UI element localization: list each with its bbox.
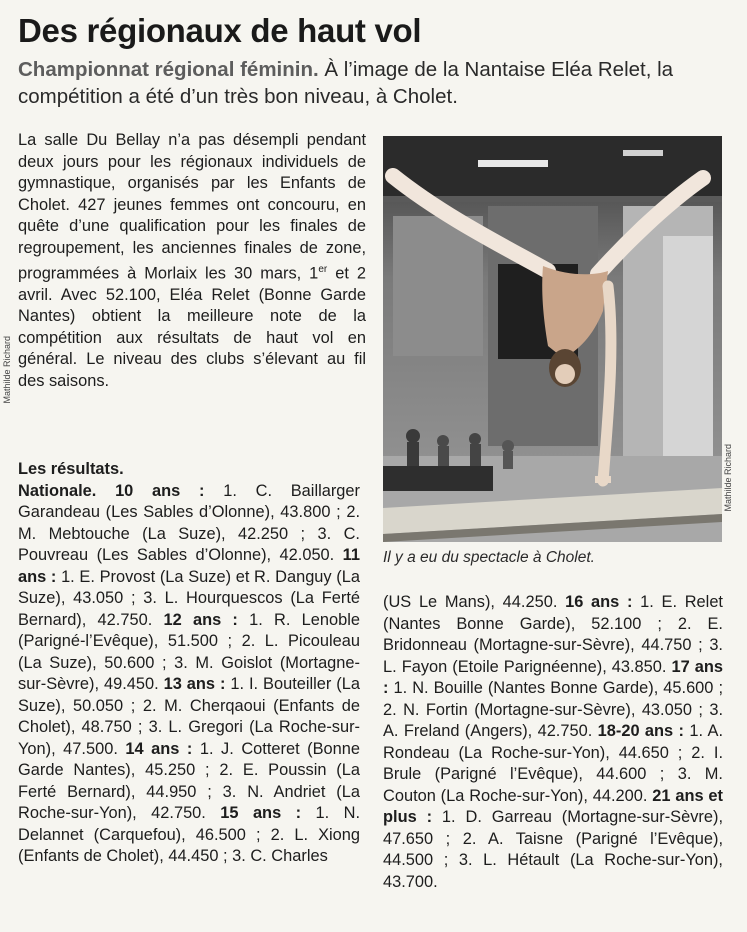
intro-text-a: La salle Du Bellay n’a pas désempli pendant deux jours pour les régionaux individuels de gymnastique, organisés par les Enfants de Cholet. 427 jeunes femmes ont concouru, en quête d’une qualification pour les finales de regroupement, les anciennes finales de zone, programmées à Morlaix les 30 mars, 1 [18, 131, 366, 283]
category-18-20: 18-20 ans : [597, 722, 685, 740]
category-21-plus: 21 ans et plus : [383, 786, 723, 826]
results-16: 1. E. Relet (Nantes Bonne Garde), 52.100 ; 2. E. Bridonneau (Mortagne-sur-Sèvre), 44.750 ; 3. L. Fayon (Etoile Parignéenne), 43.850. [383, 593, 723, 676]
category-11: 11 ans : [18, 546, 360, 586]
category-13: 13 ans : [163, 675, 226, 693]
category-15: 15 ans : [220, 804, 302, 822]
photo-credit-left: Mathilde Richard [2, 336, 12, 404]
headline: Des régionaux de haut vol [18, 12, 422, 49]
subheadline [18, 56, 738, 110]
results-column-2 [383, 592, 723, 893]
results-15: 1. N. Delannet (Carquefou), 46.500 ; 2. L. Xiong (Enfants de Cholet), 44.450 ; 3. C. Charles [18, 804, 360, 865]
photo-credit-right: Mathilde Richard [723, 444, 733, 512]
subhead-text: À l’image de la Nantaise Eléa Relet, la compétition a été d’un très bon niveau, à Cholet. [18, 58, 674, 108]
results-17: 1. N. Bouille (Nantes Bonne Garde), 45.600 ; 2. N. Fortin (Mortagne-sur-Sèvre), 43.050 ; 3. A. Freland (Angers), 42.750. [383, 679, 723, 740]
results-15-cont: (US Le Mans), 44.250. [383, 593, 566, 611]
kicker: Championnat régional féminin. [18, 58, 319, 81]
category-14: 14 ans : [125, 739, 193, 758]
intro-paragraph [18, 130, 366, 392]
results-18-20: 1. A. Rondeau (La Roche-sur-Yon), 44.650 ; 2. I. Brule (Parigné l’Evêque), 44.600 ; 3. M. Couton (La Roche-sur-Yon), 44.200. [383, 722, 724, 805]
results-10: 1. C. Baillarger Garandeau (Les Sables d’Olonne), 43.800 ; 2. M. Mebtouche (La Suze), 42.250 ; 3. C. Pouvreau (Les Sables d’Olonne), 42.050. [18, 481, 360, 564]
results-12: 1. R. Lenoble (Parigné-l’Evêque), 51.500 ; 2. L. Picouleau (La Suze), 50.600 ; 3. M. Goislot (Mortagne-sur-Sèvre), 49.450. [18, 610, 360, 693]
photo-caption: Il y a eu du spectacle à Cholet. [383, 549, 595, 566]
intro-superscript: er [318, 264, 328, 275]
results-title: Les résultats. [18, 460, 124, 478]
category-nationale-10: Nationale. 10 ans : [18, 481, 205, 500]
results-column-1 [18, 459, 360, 868]
category-16: 16 ans : [565, 593, 633, 611]
results-14: 1. J. Cotteret (Bonne Garde Nantes), 45.250 ; 2. E. Poussin (La Ferté Bernard), 44.950 ; 3. N. Andriet (La Roche-sur-Yon), 42.750. [18, 739, 360, 822]
category-17: 17 ans : [383, 657, 724, 697]
intro-text-b: et 2 avril. Avec 52.100, Eléa Relet (Bonne Garde Nantes) obtient la meilleure note de la compétition aux résultats de haut vol en général. Le niveau des clubs s’élevant au fil des saisons. [18, 264, 366, 390]
results-13: 1. I. Bouteiller (La Suze), 50.050 ; 2. M. Cherqaoui (Enfants de Cholet), 48.750 ; 3. L. Gregori (La Roche-sur-Yon), 47.500. [18, 675, 360, 758]
gymnast-photo [383, 136, 722, 542]
results-21-plus: 1. D. Garreau (Mortagne-sur-Sèvre), 47.650 ; 2. A. Taisne (Parigné l’Evêque), 44.500 ; 3. L. Hétault (La Roche-sur-Yon), 43.700. [383, 808, 723, 891]
category-12: 12 ans : [163, 610, 238, 629]
results-11: 1. E. Provost (La Suze) et R. Danguy (La Suze), 43.050 ; 3. L. Hourquescos (La Ferté Bernard), 42.750. [18, 567, 360, 629]
gymnast-illustration [383, 136, 722, 542]
